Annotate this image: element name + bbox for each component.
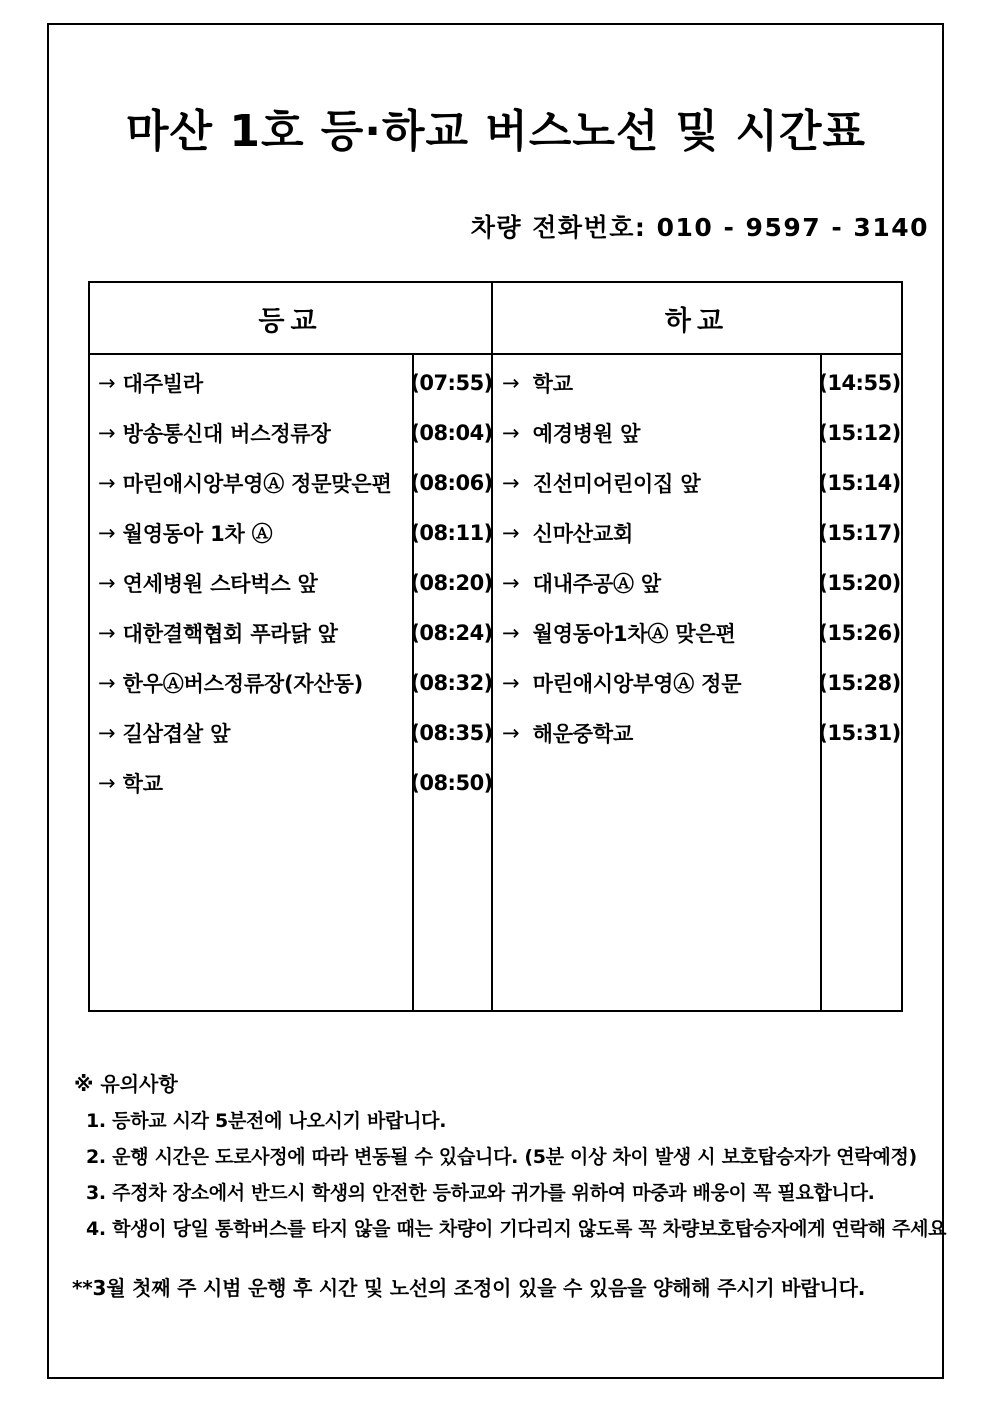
stop-name: 학교 — [122, 772, 163, 796]
arrow-right-icon: → — [502, 720, 520, 745]
table-row — [493, 658, 901, 708]
note-item: 4. 학생이 당일 통학버스를 타지 않을 때는 차량이 기다리지 않도록 꼭 차량보호탑승자에게 연락해 주세요 — [86, 1218, 947, 1240]
stop-time: (15:31) — [818, 721, 901, 745]
table-row — [90, 458, 491, 508]
footnote-text: **3월 첫째 주 시범 운행 후 시간 및 노선의 조정이 있을 수 있음을 양해해 주시기 바랍니다. — [72, 1276, 866, 1300]
column-header-to-school: 등교 — [90, 283, 491, 355]
table-row — [493, 458, 901, 508]
stop-time: (15:14) — [818, 471, 901, 495]
table-row — [493, 608, 901, 658]
stop-time: (08:06) — [410, 471, 493, 495]
stop-name: 길삼겹살 앞 — [122, 722, 231, 746]
stop-name: 대한결핵협회 푸라닭 앞 — [122, 622, 338, 646]
stop-name: 해운중학교 — [532, 722, 634, 746]
arrow-right-icon: → — [502, 370, 520, 395]
stop-time: (08:11) — [410, 521, 493, 545]
stop-time: (15:26) — [818, 621, 901, 645]
arrow-right-icon: → — [502, 620, 520, 645]
table-row — [90, 758, 491, 808]
table-row — [493, 708, 901, 758]
arrow-right-icon: → — [98, 520, 116, 545]
arrow-right-icon: → — [502, 470, 520, 495]
arrow-right-icon: → — [98, 370, 116, 395]
stop-time: (07:55) — [410, 371, 493, 395]
table-row — [90, 708, 491, 758]
stop-time: (14:55) — [818, 371, 901, 395]
arrow-right-icon: → — [98, 670, 116, 695]
table-row — [90, 608, 491, 658]
stop-name: 예경병원 앞 — [532, 422, 641, 446]
table-row — [493, 558, 901, 608]
stop-name: 월영동아1차Ⓐ 맞은편 — [532, 622, 736, 646]
table-row — [90, 508, 491, 558]
column-body-to-school — [90, 355, 491, 1010]
stop-time: (08:04) — [410, 421, 493, 445]
table-row — [90, 408, 491, 458]
stop-time: (08:32) — [410, 671, 493, 695]
stop-name: 진선미어린이집 앞 — [532, 472, 701, 496]
stop-name: 마린애시앙부영Ⓐ 정문맞은편 — [122, 472, 392, 496]
vehicle-phone-number: 차량 전화번호: 010 - 9597 - 3140 — [470, 213, 929, 242]
column-header-from-school: 하교 — [493, 283, 901, 355]
stop-time: (15:28) — [818, 671, 901, 695]
arrow-right-icon: → — [98, 620, 116, 645]
column-body-from-school — [493, 355, 901, 1010]
note-item: 2. 운행 시간은 도로사정에 따라 변동될 수 있습니다. (5분 이상 차이 발생 시 보호탑승자가 연락예정) — [86, 1146, 917, 1168]
bus-schedule-table — [88, 281, 903, 1012]
arrow-right-icon: → — [98, 720, 116, 745]
stop-name: 월영동아 1차 Ⓐ — [122, 522, 273, 546]
stop-time: (15:20) — [818, 571, 901, 595]
arrow-right-icon: → — [502, 670, 520, 695]
table-row — [90, 658, 491, 708]
stop-time: (08:20) — [410, 571, 493, 595]
stop-time: (08:24) — [410, 621, 493, 645]
table-row — [493, 508, 901, 558]
stop-name: 한우Ⓐ버스정류장(자산동) — [122, 672, 364, 696]
table-row — [493, 408, 901, 458]
arrow-right-icon: → — [98, 420, 116, 445]
note-item: 1. 등하교 시각 5분전에 나오시기 바랍니다. — [86, 1110, 447, 1132]
stop-time: (15:17) — [818, 521, 901, 545]
note-item: 3. 주정차 장소에서 반드시 학생의 안전한 등하교와 귀가를 위하여 마중과 배웅이 꼭 필요합니다. — [86, 1182, 875, 1204]
schedule-column-to-school — [90, 283, 493, 1010]
notes-heading: ※ 유의사항 — [74, 1072, 178, 1096]
arrow-right-icon: → — [502, 520, 520, 545]
stop-name: 연세병원 스타벅스 앞 — [122, 572, 318, 596]
stop-name: 학교 — [532, 372, 573, 396]
stop-name: 대내주공Ⓐ 앞 — [532, 572, 661, 596]
table-row — [90, 358, 491, 408]
schedule-column-from-school — [493, 283, 901, 1010]
page-title: 마산 1호 등·하교 버스노선 및 시간표 — [126, 106, 866, 157]
stop-time: (15:12) — [818, 421, 901, 445]
arrow-right-icon: → — [98, 770, 116, 795]
arrow-right-icon: → — [98, 570, 116, 595]
arrow-right-icon: → — [502, 420, 520, 445]
stop-name: 대주빌라 — [122, 372, 203, 396]
arrow-right-icon: → — [98, 470, 116, 495]
table-row — [90, 558, 491, 608]
table-row — [493, 358, 901, 408]
stop-time: (08:35) — [410, 721, 493, 745]
stop-name: 신마산교회 — [532, 522, 634, 546]
stop-name: 마린애시앙부영Ⓐ 정문 — [532, 672, 742, 696]
stop-time: (08:50) — [410, 771, 493, 795]
arrow-right-icon: → — [502, 570, 520, 595]
stop-name: 방송통신대 버스정류장 — [122, 422, 331, 446]
notes-section — [70, 1068, 947, 1250]
